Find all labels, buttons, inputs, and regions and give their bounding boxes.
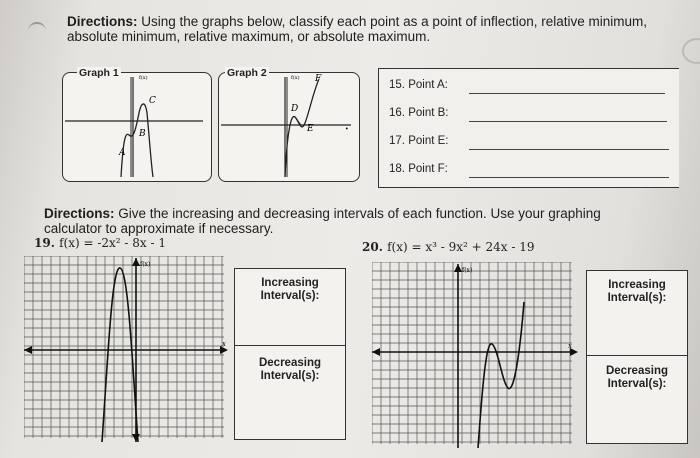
graph-2-dot: • <box>345 126 349 133</box>
question-16-text: Point B: <box>408 107 449 119</box>
problem-20-x-axis-label: x <box>568 342 572 350</box>
problem-20-grid <box>372 262 582 448</box>
problem-19-increasing-label: Increasing Interval(s): <box>260 277 320 302</box>
question-17-text: Point E: <box>408 135 449 147</box>
question-17-number: 17. <box>389 135 405 147</box>
hole-punch-mark <box>682 38 700 64</box>
question-15-text: Point A: <box>408 79 448 91</box>
graph-2-label: Graph 2 <box>227 67 267 79</box>
graph-1-label: Graph 1 <box>79 67 119 79</box>
problem-20-curve <box>478 302 524 448</box>
problem-20-equation: f(x) = x³ - 9x² + 24x - 19 <box>387 240 535 254</box>
problem-19-equation: f(x) = -2x² - 8x - 1 <box>59 236 167 250</box>
problem-20-number: 20. <box>362 240 383 254</box>
question-17 <box>389 135 448 147</box>
graph-1-box <box>62 67 212 182</box>
answer-line-16[interactable] <box>469 121 667 122</box>
question-18-text: Point F: <box>408 163 448 175</box>
directions-1-text2: absolute minimum, relative maximum, or absolute maximum. <box>67 29 431 44</box>
graph-2-point-e: E <box>307 124 314 134</box>
question-15-number: 15. <box>389 79 405 91</box>
problem-20-decreasing-label: Decreasing Interval(s): <box>605 365 668 390</box>
problem-19-divider <box>235 345 345 346</box>
problem-20-interval-box <box>586 270 688 444</box>
directions-1-text: Using the graphs below, classify each point as a point of inflection, relative minimum, <box>137 14 648 29</box>
problem-20-divider <box>587 355 687 356</box>
graph-2-box <box>218 67 360 182</box>
answer-line-18[interactable] <box>469 177 669 178</box>
problem-19-interval-box <box>234 268 346 440</box>
questions-box <box>378 68 679 188</box>
problem-20-y-axis-label: f(x) <box>462 267 473 274</box>
answer-line-15[interactable] <box>469 93 665 94</box>
problem-19-grid <box>24 256 234 442</box>
problem-20-increasing-label: Increasing Interval(s): <box>607 279 667 304</box>
problem-19-y-axis-label: f(x) <box>140 261 151 268</box>
question-18 <box>389 163 448 175</box>
problem-20-header <box>362 240 534 254</box>
graph-1-point-b: B <box>139 129 146 139</box>
directions-2 <box>44 206 684 236</box>
graph-1-plot <box>63 73 211 181</box>
question-16 <box>389 107 448 119</box>
problem-19-x-axis-label: x <box>222 340 226 348</box>
directions-1 <box>67 14 667 44</box>
graph-2-point-f: F <box>315 74 322 84</box>
question-15 <box>389 79 448 91</box>
page-curl-mark <box>28 22 46 34</box>
question-18-number: 18. <box>389 163 405 175</box>
problem-19-number: 19. <box>34 236 55 250</box>
problem-19-header <box>34 236 166 250</box>
directions-2-bold: Directions: <box>44 206 115 221</box>
directions-1-bold: Directions: <box>67 14 138 29</box>
graph-2-point-d: D <box>291 104 299 114</box>
question-16-number: 16. <box>389 107 405 119</box>
graph-1-axis-label: f(x) <box>139 75 148 81</box>
problem-19-gridlines <box>24 256 224 438</box>
directions-2-text: Give the increasing and decreasing intervals of each function. Use your graphing <box>114 206 601 221</box>
graph-1-point-a: A <box>119 148 126 158</box>
directions-2-text2: calculator to approximate if necessary. <box>44 221 274 236</box>
problem-19-decreasing-label: Decreasing Interval(s): <box>258 357 321 382</box>
graph-2-axis-label: f(x) <box>291 75 300 81</box>
graph-1-point-c: C <box>149 96 156 106</box>
graph-2-plot <box>219 73 359 181</box>
problem-20-gridlines <box>372 262 572 444</box>
answer-line-17[interactable] <box>469 149 669 150</box>
